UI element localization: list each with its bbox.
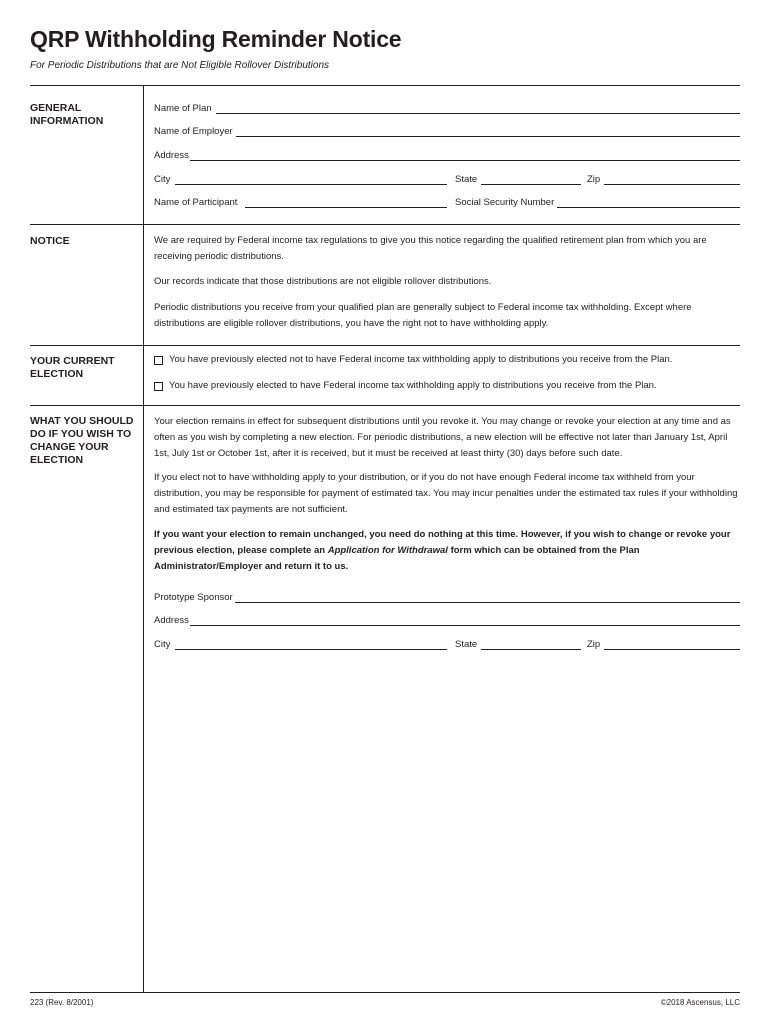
sponsor-zip-field[interactable] — [604, 649, 740, 650]
plan-name-label: Name of Plan — [154, 103, 212, 114]
change-paragraph: If you elect not to have withholding apply to your distribution, or if you do not have enough Federal income tax withheld from your distribution, you may be responsible for payment of estimated tax. You may incur penalties under the estimated tax rules if your withholding and estimated tax payments are not sufficient. — [154, 472, 738, 515]
election-option[interactable] — [154, 354, 672, 366]
divider — [30, 224, 740, 225]
section-heading-election: YOUR CURRENT ELECTION — [30, 355, 115, 380]
divider — [30, 85, 740, 86]
city-field[interactable] — [175, 184, 447, 185]
form-title: QRP Withholding Reminder Notice — [30, 26, 402, 52]
sponsor-zip-label: Zip — [587, 639, 601, 650]
change-paragraph: Your election remains in effect for subsequent distributions until you revoke it. You may change or revoke your election at any time and as often as you wish by completing a new election. For periodic distributions, a new election will be effective not later than January 1st, April 1st, July 1st or October 1st, after it is received, but it must be received at least thirty (30) days before such date. — [154, 416, 731, 459]
sponsor-city-label: City — [154, 639, 171, 650]
copyright: ©2018 Ascensus, LLC — [660, 998, 740, 1007]
address-label: Address — [154, 150, 189, 161]
form-name: Application for Withdrawal — [327, 545, 448, 556]
plan-name-field[interactable] — [216, 113, 740, 114]
sponsor-address-field[interactable] — [190, 625, 740, 626]
divider — [30, 992, 740, 993]
instructions-text: If you want your election to remain unchanged, you need do nothing at this time. However, if you wish to change or revoke your previous election, please complete an — [154, 529, 731, 556]
election-option-label: You have previously elected to have Federal income tax withholding apply to distributions you receive from the Plan. — [169, 380, 657, 391]
sponsor-city-field[interactable] — [175, 649, 447, 650]
section-heading-notice: NOTICE — [30, 235, 70, 247]
sponsor-state-label: State — [455, 639, 478, 650]
divider — [30, 345, 740, 346]
sponsor-field[interactable] — [235, 602, 740, 603]
state-field[interactable] — [481, 184, 581, 185]
ssn-label: Social Security Number — [455, 197, 555, 208]
form-subtitle: For Periodic Distributions that are Not Eligible Rollover Distributions — [30, 60, 330, 71]
column-divider — [143, 86, 144, 992]
participant-name-label: Name of Participant — [154, 197, 238, 208]
city-label: City — [154, 174, 171, 185]
participant-name-field[interactable] — [245, 207, 447, 208]
sponsor-address-label: Address — [154, 615, 189, 626]
election-option[interactable] — [154, 380, 657, 392]
sponsor-state-field[interactable] — [481, 649, 581, 650]
instructions-text: form which can be obtained from the Plan Administrator/Employer and return it to us. — [154, 545, 640, 572]
employer-name-field[interactable] — [236, 136, 740, 137]
change-instructions — [154, 527, 740, 575]
checkbox[interactable] — [154, 382, 163, 391]
employer-name-label: Name of Employer — [154, 126, 233, 137]
divider — [30, 405, 740, 406]
form-number: 223 (Rev. 8/2001) — [30, 998, 94, 1007]
notice-paragraph: Our records indicate that those distributions are not eligible rollover distributions. — [154, 276, 492, 287]
ssn-field[interactable] — [557, 207, 740, 208]
election-option-label: You have previously elected not to have Federal income tax withholding apply to distributions you receive from the Plan. — [169, 354, 673, 365]
address-field[interactable] — [190, 160, 740, 161]
state-label: State — [455, 174, 478, 185]
notice-paragraph: Periodic distributions you receive from your qualified plan are generally subject to Federal income tax withholding. Except where distributions are eligible rollover distributions, you have the right not to have withholding apply. — [154, 302, 692, 329]
section-heading-general: GENERAL INFORMATION — [30, 102, 104, 127]
checkbox[interactable] — [154, 356, 163, 365]
zip-field[interactable] — [604, 184, 740, 185]
notice-paragraph: We are required by Federal income tax regulations to give you this notice regarding the qualified retirement plan from which you are receiving periodic distributions. — [154, 235, 707, 262]
section-heading-change: WHAT YOU SHOULD DO IF YOU WISH TO CHANGE YOUR ELECTION — [30, 415, 134, 466]
sponsor-label: Prototype Sponsor — [154, 592, 233, 603]
zip-label: Zip — [587, 174, 601, 185]
